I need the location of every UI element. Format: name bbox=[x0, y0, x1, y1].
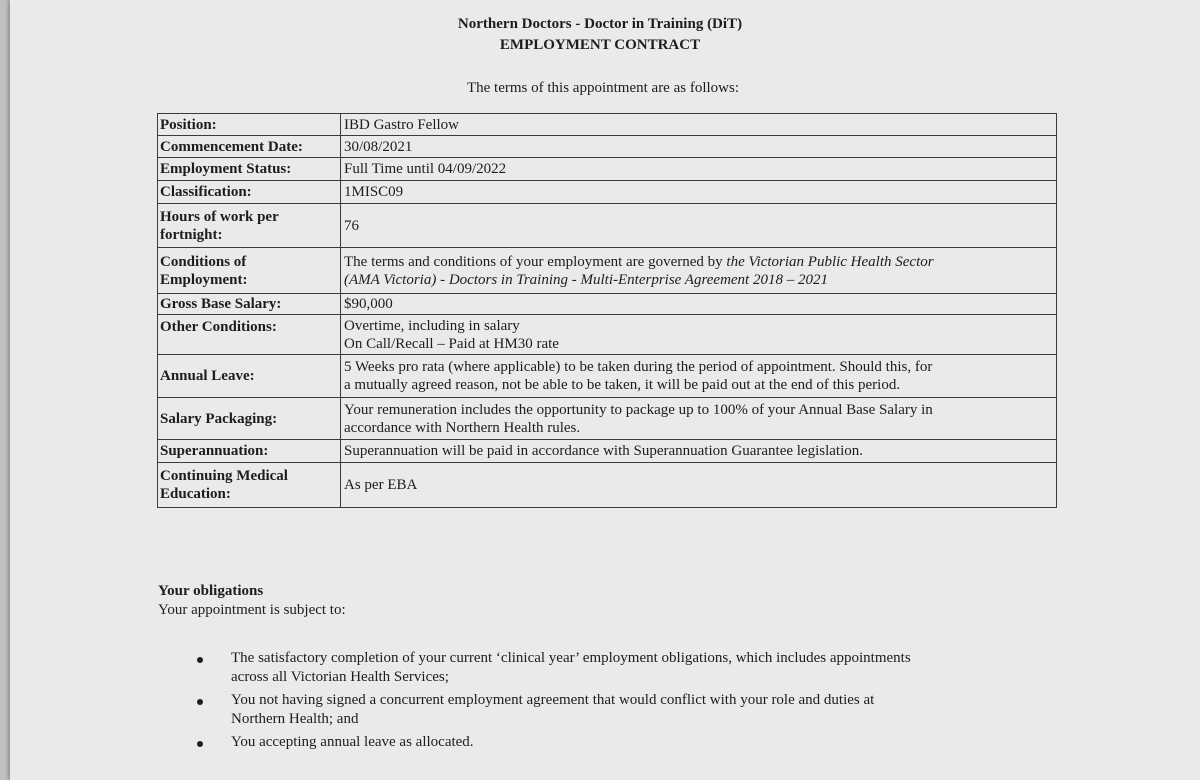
list-item bbox=[195, 649, 1075, 687]
bullet-icon bbox=[197, 741, 203, 747]
row-position bbox=[158, 114, 1057, 136]
obligation-2-line2: Northern Health; and bbox=[231, 711, 359, 727]
row-conditions bbox=[158, 248, 1057, 294]
label-conditions-line2: Employment: bbox=[160, 271, 248, 288]
row-status bbox=[158, 158, 1057, 181]
label-commencement: Commencement Date: bbox=[158, 136, 341, 158]
annual-leave-line2: a mutually agreed reason, not be able to be taken, it will be paid out at the end of this period. bbox=[344, 377, 901, 393]
obligation-2-line1: You not having signed a concurrent employment agreement that would conflict with your role and duties at bbox=[231, 692, 875, 708]
row-salary-packaging bbox=[158, 398, 1057, 440]
document-subtitle: EMPLOYMENT CONTRACT bbox=[499, 37, 701, 53]
other-conditions-line2: On Call/Recall – Paid at HM30 rate bbox=[344, 335, 559, 352]
row-classification bbox=[158, 181, 1057, 204]
label-classification: Classification: bbox=[158, 181, 341, 204]
conditions-agreement-part1: the Victorian Public Health Sector bbox=[726, 253, 934, 270]
bullet-icon bbox=[197, 699, 203, 705]
value-other-conditions bbox=[341, 315, 1057, 355]
obligation-1-line1: The satisfactory completion of your current ‘clinical year’ employment obligations, which includes appointments bbox=[231, 650, 911, 666]
value-conditions-line1 bbox=[344, 253, 1054, 271]
row-salary bbox=[158, 294, 1057, 315]
bullet-icon bbox=[197, 657, 203, 663]
obligations-subtitle: Your appointment is subject to: bbox=[158, 602, 346, 618]
label-cme-line1: Continuing Medical bbox=[160, 468, 288, 484]
value-annual-leave bbox=[341, 355, 1057, 398]
row-superannuation bbox=[158, 440, 1057, 463]
label-salary-packaging: Salary Packaging: bbox=[158, 398, 341, 440]
annual-leave-line1: 5 Weeks pro rata (where applicable) to be taken during the period of appointment. Should this, for bbox=[344, 359, 933, 375]
conditions-prefix: The terms and conditions of your employment are governed by bbox=[344, 253, 723, 270]
value-superannuation: Superannuation will be paid in accordance with Superannuation Guarantee legislation. bbox=[341, 440, 1057, 463]
row-other-conditions bbox=[158, 315, 1057, 355]
conditions-agreement-part2: (AMA Victoria) - Doctors in Training - Multi-Enterprise Agreement 2018 – 2021 bbox=[344, 271, 828, 288]
value-classification: 1MISC09 bbox=[341, 181, 1057, 204]
label-hours-line1: Hours of work per bbox=[160, 208, 279, 225]
intro-text: The terms of this appointment are as follows: bbox=[466, 80, 740, 96]
value-status: Full Time until 04/09/2022 bbox=[341, 158, 1057, 181]
row-hours bbox=[158, 204, 1057, 248]
document-header bbox=[0, 14, 1200, 56]
label-other-conditions: Other Conditions: bbox=[158, 315, 341, 355]
value-conditions bbox=[341, 248, 1057, 294]
value-cme: As per EBA bbox=[341, 463, 1057, 508]
value-salary: $90,000 bbox=[341, 294, 1057, 315]
label-hours bbox=[158, 204, 341, 248]
obligations-list bbox=[195, 649, 1075, 756]
list-item bbox=[195, 691, 1075, 729]
value-commencement: 30/08/2021 bbox=[341, 136, 1057, 158]
label-hours-line2: fortnight: bbox=[160, 226, 223, 243]
list-item bbox=[195, 733, 1075, 752]
label-cme-line2: Education: bbox=[160, 486, 231, 502]
other-conditions-line1: Overtime, including in salary bbox=[344, 317, 520, 334]
label-conditions bbox=[158, 248, 341, 294]
obligations-title: Your obligations bbox=[158, 583, 264, 599]
row-cme bbox=[158, 463, 1057, 508]
label-superannuation: Superannuation: bbox=[158, 440, 341, 463]
salary-packaging-line1: Your remuneration includes the opportunity to package up to 100% of your Annual Base Salary in bbox=[344, 401, 933, 418]
obligations-section bbox=[158, 582, 346, 620]
terms-table bbox=[157, 113, 1057, 508]
label-annual-leave: Annual Leave: bbox=[158, 355, 341, 398]
obligation-1-line2: across all Victorian Health Services; bbox=[231, 669, 449, 685]
label-status: Employment Status: bbox=[158, 158, 341, 181]
obligation-3-line1: You accepting annual leave as allocated. bbox=[231, 734, 474, 750]
row-commencement bbox=[158, 136, 1057, 158]
label-conditions-line1: Conditions of bbox=[160, 253, 247, 270]
label-salary: Gross Base Salary: bbox=[158, 294, 341, 315]
row-annual-leave bbox=[158, 355, 1057, 398]
label-cme bbox=[158, 463, 341, 508]
value-position: IBD Gastro Fellow bbox=[341, 114, 1057, 136]
page-edge bbox=[0, 0, 10, 780]
value-salary-packaging bbox=[341, 398, 1057, 440]
label-position: Position: bbox=[158, 114, 341, 136]
salary-packaging-line2: accordance with Northern Health rules. bbox=[344, 419, 581, 436]
document-title: Northern Doctors - Doctor in Training (DiT) bbox=[457, 16, 743, 32]
value-hours: 76 bbox=[341, 204, 1057, 248]
